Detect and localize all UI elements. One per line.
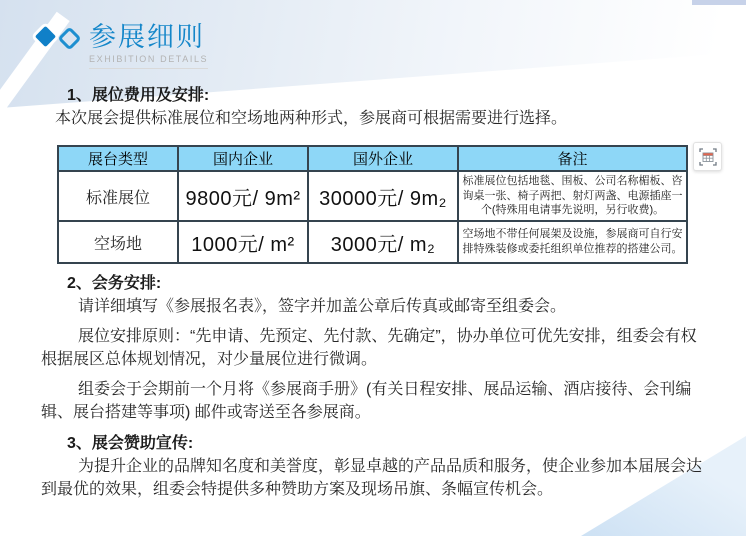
section-1-paragraph: 本次展会提供标准展位和空场地两种形式，参展商可根据需要进行选择。 [55,110,568,127]
section-1-heading: 1、展位费用及安排: [67,87,210,104]
diamond-outline-icon [57,26,81,50]
col-header-booth-type: 展台类型 [58,146,178,171]
page-header [33,24,208,69]
section-3-heading: 3、展会赞助宣传: [67,435,194,452]
table-row-raw-space [58,221,687,263]
page-title: 参展细则 [89,22,205,52]
table-header-row [58,146,687,171]
booth-type-cell: 空场地 [58,221,178,263]
foreign-price-cell: 3000元/ m₂ [308,221,458,263]
booth-fee-table [57,145,688,264]
section-2-paragraph-1: 请详细填写《参展报名表》，签字并加盖公章后传真或邮寄至组委会。 [78,298,567,315]
document-body [0,84,746,508]
section-2-paragraph-3: 组委会于会期前一个月将《参展商手册》(有关日程安排、展品运输、酒店接待、会刊编辑、展台搭建等事项) 邮件或寄送至各参展商。 [41,381,692,421]
section-2-heading: 2、会务安排: [67,275,162,292]
domestic-price-cell: 1000元/ m² [178,221,308,263]
remark-cell: 空场地不带任何展架及设施，参展商可自行安排特殊装修或委托组织单位推荐的搭建公司。 [458,221,687,263]
header-text-block [89,24,208,69]
diamond-logo-icon [33,24,85,68]
col-header-domestic: 国内企业 [178,146,308,171]
section-3-paragraph: 为提升企业的品牌知名度和美誉度，彰显卓越的产品品质和服务，使企业参加本届展会达到最优的效果，组委会特提供多种赞助方案及现场吊旗、条幅宣传机会。 [41,458,703,498]
top-right-strip [692,0,746,5]
col-header-foreign: 国外企业 [308,146,458,171]
domestic-price-cell: 9800元/ 9m² [178,171,308,221]
diamond-solid-icon [31,22,61,52]
table-crop-icon [698,147,718,167]
booth-type-cell: 标准展位 [58,171,178,221]
col-header-remarks: 备注 [458,146,687,171]
remark-cell: 标准展位包括地毯、围板、公司名称楣板、咨询桌一张、椅子两把、射灯两盏、电源插座一个(特殊用电请事先说明，另行收费)。 [458,171,687,221]
foreign-price-cell: 30000元/ 9m₂ [308,171,458,221]
table-row-standard-booth [58,171,687,221]
table-select-tool-button[interactable] [693,142,722,171]
section-2-paragraph-2: 展位安排原则：“先申请、先预定、先付款、先确定”，协办单位可优先安排，组委会有权根据展区总体规划情况，对少量展位进行微调。 [41,328,697,368]
page-subtitle: EXHIBITION DETAILS [89,54,209,64]
